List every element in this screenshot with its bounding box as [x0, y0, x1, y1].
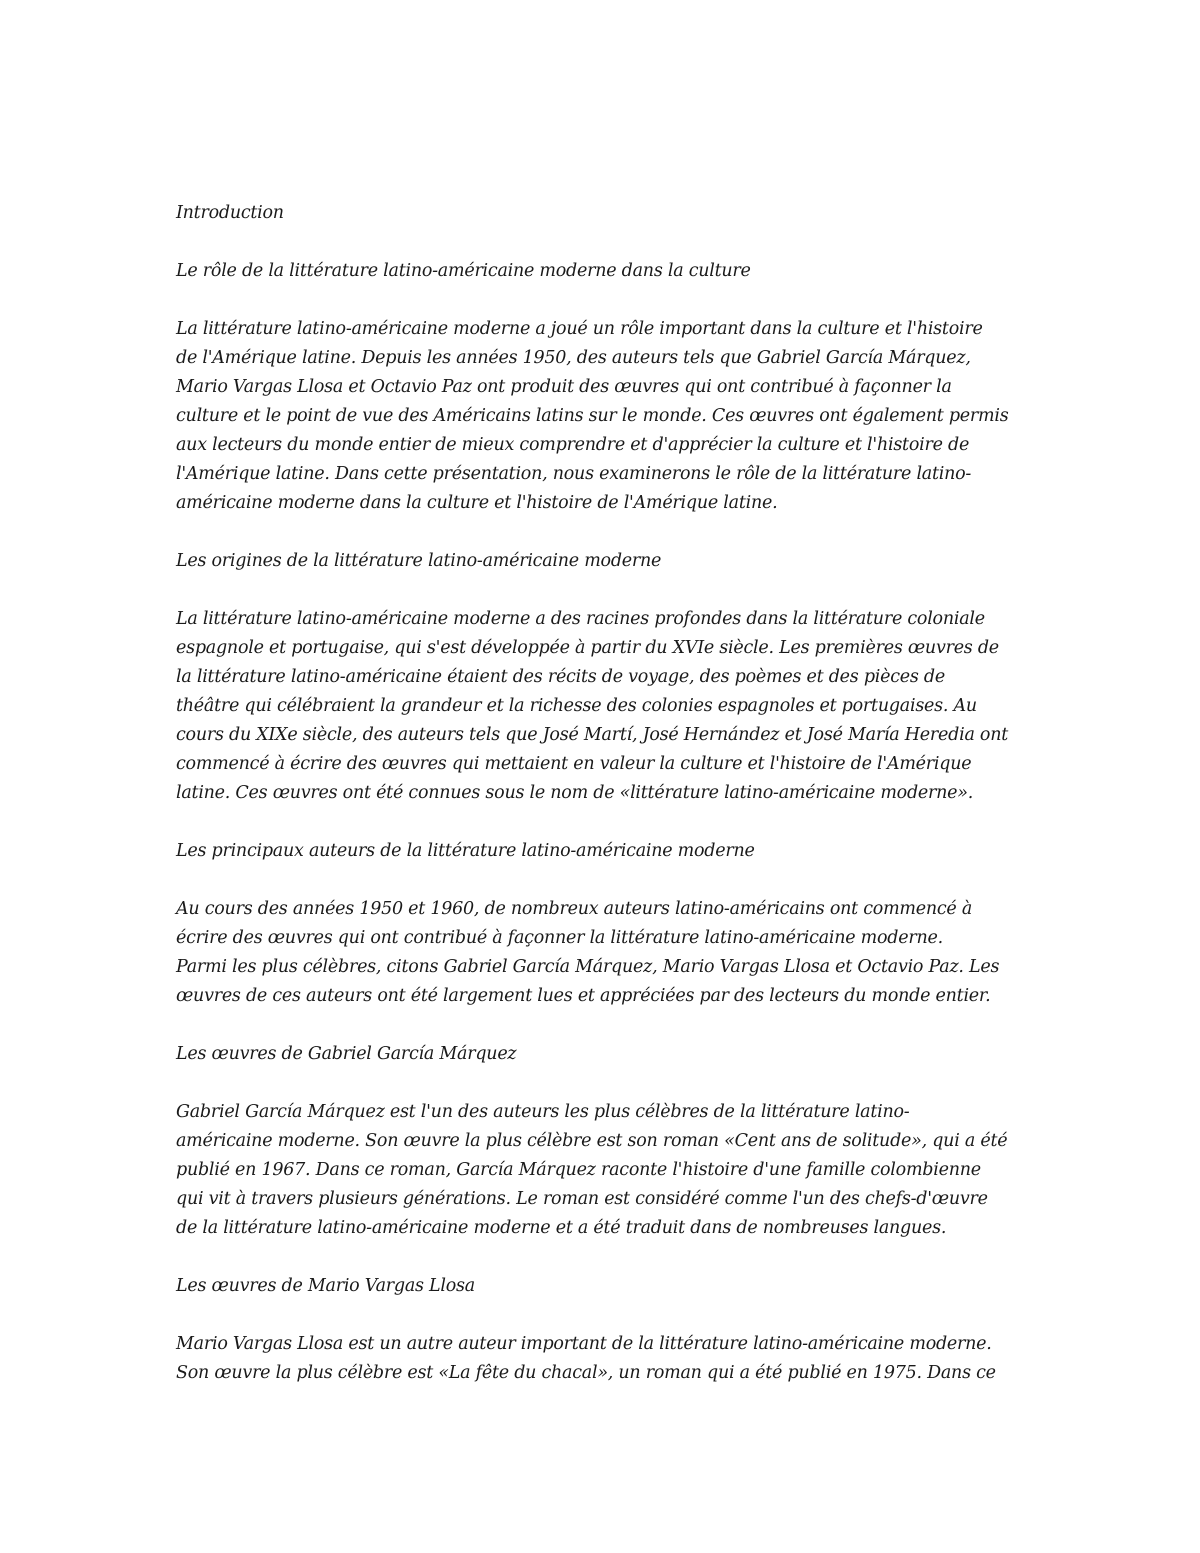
- body-paragraph: [176, 605, 1026, 808]
- section-heading: Introduction: [176, 203, 284, 223]
- text-line: de l'Amérique latine. Depuis les années 1950, des auteurs tels que Gabriel García Márquez,: [176, 348, 971, 368]
- text-line: écrire des œuvres qui ont contribué à façonner la littérature latino-américaine moderne.: [176, 928, 943, 948]
- section-heading: Les œuvres de Mario Vargas Llosa: [176, 1276, 475, 1296]
- text-line: l'Amérique latine. Dans cette présentation, nous examinerons le rôle de la littérature latino-: [176, 464, 972, 484]
- body-paragraph: [176, 1330, 1026, 1388]
- body-paragraph: [176, 315, 1026, 518]
- text-line: américaine moderne dans la culture et l'histoire de l'Amérique latine.: [176, 493, 778, 513]
- body-paragraph: [176, 1098, 1026, 1243]
- text-line: la littérature latino-américaine étaient des récits de voyage, des poèmes et des pièces de: [176, 667, 945, 687]
- text-line: Au cours des années 1950 et 1960, de nombreux auteurs latino-américains ont commencé à: [176, 899, 973, 919]
- text-line: Parmi les plus célèbres, citons Gabriel García Márquez, Mario Vargas Llosa et Octavio Paz. Les: [176, 957, 1000, 977]
- text-line: Mario Vargas Llosa et Octavio Paz ont produit des œuvres qui ont contribué à façonner la: [176, 377, 952, 397]
- text-line: théâtre qui célébraient la grandeur et la richesse des colonies espagnoles et portugaises. Au: [176, 696, 977, 716]
- text-line: Mario Vargas Llosa est un autre auteur important de la littérature latino-américaine moderne.: [176, 1334, 992, 1354]
- body-paragraph: [176, 895, 1026, 1011]
- text-line: cours du XIXe siècle, des auteurs tels que José Martí, José Hernández et José María Heredia ont: [176, 725, 1009, 745]
- text-line: Son œuvre la plus célèbre est «La fête du chacal», un roman qui a été publié en 1975. Dans ce: [176, 1363, 996, 1383]
- text-line: commencé à écrire des œuvres qui mettaient en valeur la culture et l'histoire de l'Amérique: [176, 754, 972, 774]
- text-line: américaine moderne. Son œuvre la plus célèbre est son roman «Cent ans de solitude», qui a été: [176, 1131, 1008, 1151]
- section-heading: Les principaux auteurs de la littérature latino-américaine moderne: [176, 841, 755, 861]
- text-line: La littérature latino-américaine moderne a joué un rôle important dans la culture et l'histoire: [176, 319, 983, 339]
- text-line: de la littérature latino-américaine moderne et a été traduit dans de nombreuses langues.: [176, 1218, 947, 1238]
- text-line: qui vit à travers plusieurs générations. Le roman est considéré comme l'un des chefs-d'œuvre: [176, 1189, 988, 1209]
- text-line: espagnole et portugaise, qui s'est développée à partir du XVIe siècle. Les premières œuvres de: [176, 638, 999, 658]
- text-line: aux lecteurs du monde entier de mieux comprendre et d'apprécier la culture et l'histoire de: [176, 435, 970, 455]
- text-line: œuvres de ces auteurs ont été largement lues et appréciées par des lecteurs du monde entier.: [176, 986, 991, 1006]
- document-body: [176, 199, 1026, 1417]
- text-line: La littérature latino-américaine moderne a des racines profondes dans la littérature coloniale: [176, 609, 985, 629]
- section-heading: Le rôle de la littérature latino-américaine moderne dans la culture: [176, 261, 751, 281]
- text-line: Gabriel García Márquez est l'un des auteurs les plus célèbres de la littérature latino-: [176, 1102, 910, 1122]
- section-heading: Les œuvres de Gabriel García Márquez: [176, 1044, 517, 1064]
- text-line: publié en 1967. Dans ce roman, García Márquez raconte l'histoire d'une famille colombienne: [176, 1160, 981, 1180]
- text-line: culture et le point de vue des Américains latins sur le monde. Ces œuvres ont également permis: [176, 406, 1009, 426]
- section-heading: Les origines de la littérature latino-américaine moderne: [176, 551, 662, 571]
- text-line: latine. Ces œuvres ont été connues sous le nom de «littérature latino-américaine moderne».: [176, 783, 974, 803]
